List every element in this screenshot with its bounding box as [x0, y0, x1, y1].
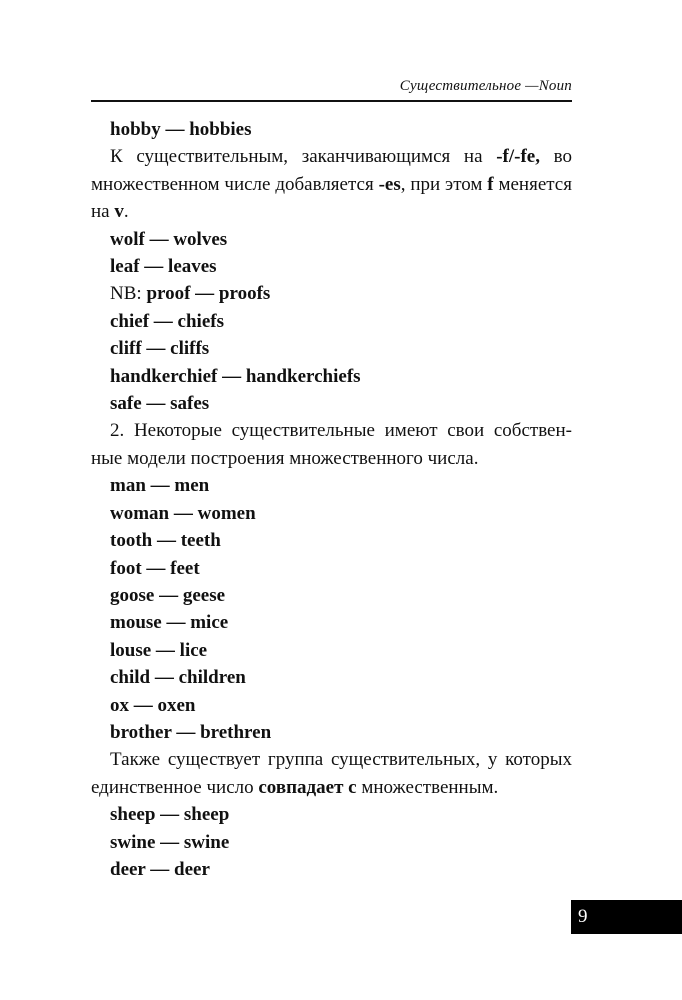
irregular-example: mouse — mice	[110, 612, 229, 634]
irregular-example: man — men	[110, 475, 210, 497]
irregular-example: louse — lice	[110, 639, 208, 661]
irregular-example: brother — brethren	[110, 721, 272, 743]
page-number: 9	[571, 900, 682, 934]
irregular-example: foot — feet	[110, 557, 200, 579]
same-form-example: deer — deer	[110, 858, 210, 880]
example-chief: chief — chiefs	[110, 310, 224, 332]
header-title: Существительное —Noun	[399, 78, 572, 94]
example-cliff: cliff — cliffs	[110, 338, 210, 360]
same-form-example: sheep — sheep	[110, 804, 230, 826]
rule-paragraph-own-models: 2. Некоторые существительные имеют свои собственные модели построения множественного числа.	[91, 420, 572, 469]
example-wolf: wolf — wolves	[110, 228, 228, 250]
page-body	[91, 116, 572, 883]
same-form-example: swine — swine	[110, 831, 230, 853]
nb-label: NB:	[110, 283, 147, 305]
running-header	[91, 76, 572, 102]
example-handkerchief: handkerchief — handkerchiefs	[110, 365, 361, 387]
irregular-example: woman — women	[110, 502, 256, 524]
irregular-example: ox — oxen	[110, 694, 196, 716]
rule-paragraph-same-form: Также существует группа существительных, у которых единственное число совпадает с множественным.	[91, 749, 572, 798]
nb-note	[91, 280, 572, 307]
example-safe: safe — safes	[110, 393, 210, 415]
irregular-example: tooth — teeth	[110, 530, 221, 552]
rule-paragraph-f-fe: К существительным, заканчивающимся на -f/-fe, во множественном числе добавляется -es, при этом f меняется на v.	[91, 146, 572, 223]
example-hobby: hobby — hobbies	[110, 119, 252, 140]
irregular-example: goose — geese	[110, 584, 226, 606]
irregular-example: child — children	[110, 667, 246, 689]
nb-example: proof — proofs	[146, 283, 271, 305]
example-leaf: leaf — leaves	[110, 256, 217, 278]
